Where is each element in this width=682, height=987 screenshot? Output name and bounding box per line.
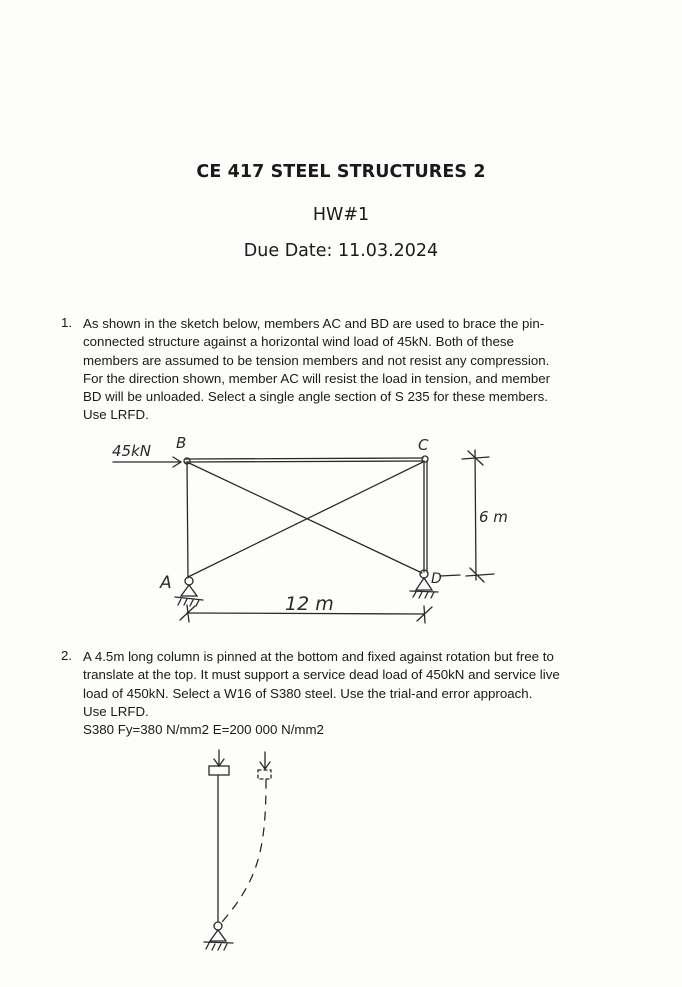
- due-date: Due Date: 11.03.2024: [243, 241, 439, 261]
- deflected-shape: [222, 780, 266, 922]
- column-cap: [209, 766, 229, 775]
- homework-number: HW#1: [312, 205, 370, 225]
- question-1-number: 1.: [61, 315, 73, 330]
- question-1-line: BD will be unloaded. Select a single angle section of S 235 for these members.: [83, 389, 548, 405]
- node-b-label: B: [176, 434, 187, 452]
- question-2-line: translate at the top. It must support a service dead load of 450kN and service live: [83, 667, 560, 683]
- question-1-line: Use LRFD.: [83, 407, 149, 423]
- question-1-line: As shown in the sketch below, members AC and BD are used to brace the pin-: [83, 316, 545, 331]
- load-label: 45kN: [112, 442, 151, 460]
- course-title: CE 417 STEEL STRUCTURES 2: [196, 162, 486, 182]
- column-load-arrow: [214, 750, 224, 766]
- node-d-label: D: [431, 571, 442, 587]
- column-support: [210, 930, 226, 941]
- question-2-number: 2.: [61, 648, 73, 663]
- node-a-label: A: [160, 573, 172, 593]
- question-2-line: load of 450kN. Select a W16 of S380 steel. Use the trial-and error approach.: [83, 685, 533, 701]
- height-label: 6 m: [479, 508, 508, 526]
- node-c-label: C: [418, 436, 429, 454]
- question-1-line: members are assumed to be tension members and not resist any compression.: [83, 352, 550, 368]
- question-1-line: For the direction shown, member AC will resist the load in tension, and member: [83, 370, 551, 386]
- span-label: 12 m: [285, 593, 334, 615]
- question-1-line: connected structure against a horizontal wind load of 45kN. Both of these: [83, 334, 514, 350]
- material-spec: S380 Fy=380 N/mm2 E=200 000 N/mm2: [83, 722, 324, 737]
- column-ground-hatch: [206, 943, 227, 950]
- deflected-load-arrow: [260, 752, 270, 769]
- deflected-cap: [258, 770, 271, 779]
- column-pin: [214, 922, 222, 930]
- question-2-line: A 4.5m long column is pinned at the bottom and fixed against rotation but free to: [83, 649, 554, 664]
- question-2-line: Use LRFD.: [83, 703, 149, 719]
